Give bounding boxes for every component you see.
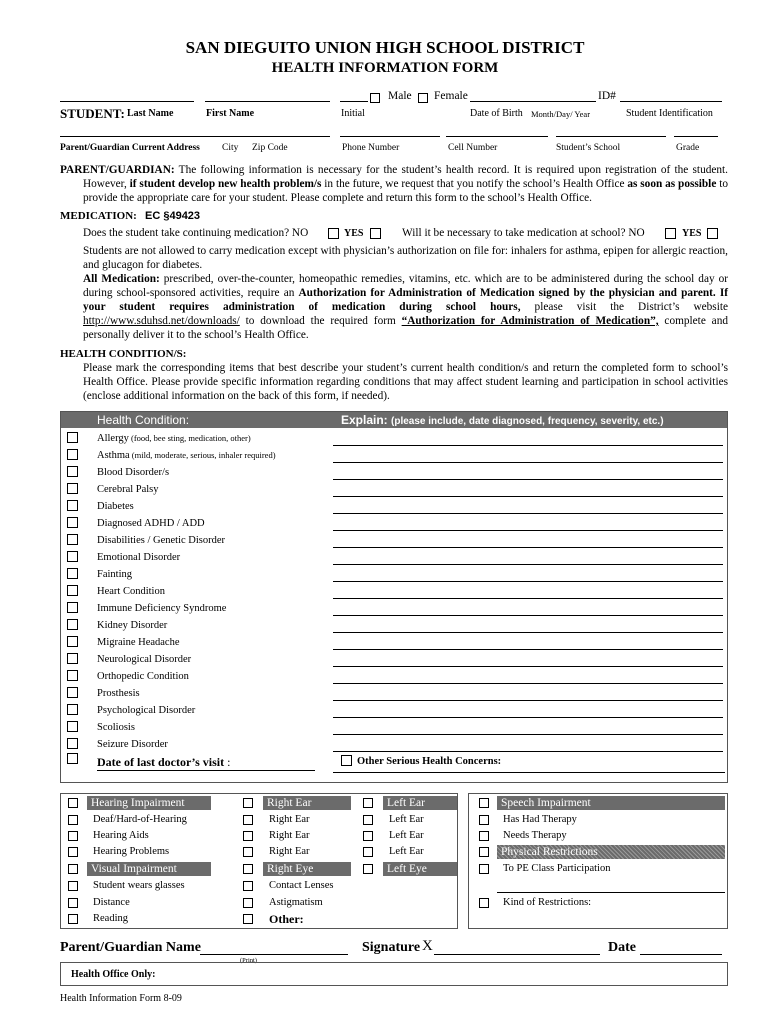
- condition-label: Scoliosis: [97, 722, 135, 733]
- condition-checkbox[interactable]: [67, 466, 78, 477]
- needs-therapy-checkbox[interactable]: [479, 831, 489, 841]
- condition-label: Asthma (mild, moderate, serious, inhaler required): [97, 450, 276, 461]
- right-ear-checkbox-2[interactable]: [243, 815, 253, 825]
- right-ear-label-3: Right Ear: [269, 830, 310, 841]
- condition-checkbox[interactable]: [67, 500, 78, 511]
- student-label: STUDENT:: [60, 106, 125, 121]
- pe-class-label: To PE Class Participation: [503, 863, 611, 874]
- condition-checkbox[interactable]: [67, 551, 78, 562]
- downloads-link[interactable]: http://www.sduhsd.net/downloads/: [83, 315, 240, 327]
- med-question-2: Will it be necessary to take medication at school? NO: [402, 227, 645, 239]
- condition-label: Psychological Disorder: [97, 705, 196, 716]
- condition-checkbox[interactable]: [67, 738, 78, 749]
- med-q1-no-checkbox[interactable]: [328, 224, 339, 242]
- date-label: Date: [608, 940, 636, 955]
- other-concerns-label: Other Serious Health Concerns:: [357, 756, 502, 767]
- had-therapy-label: Has Had Therapy: [503, 814, 577, 825]
- condition-label: Emotional Disorder: [97, 552, 181, 563]
- explain-line[interactable]: [333, 717, 723, 718]
- dob-label: Date of Birth: [470, 108, 523, 119]
- signature-field[interactable]: [434, 954, 600, 955]
- astigmatism-checkbox[interactable]: [243, 898, 253, 908]
- explain-line[interactable]: [333, 649, 723, 650]
- signature-label: Signature: [362, 940, 421, 955]
- male-checkbox[interactable]: [370, 89, 380, 107]
- health-conditions-label: HEALTH CONDITION/S:: [60, 348, 187, 360]
- dob-field[interactable]: [470, 101, 596, 102]
- parent-name-label: Parent/Guardian Name: [60, 940, 201, 955]
- form-subtitle: HEALTH INFORMATION FORM: [271, 60, 499, 76]
- condition-label: Seizure Disorder: [97, 739, 168, 750]
- visual-impairment-checkbox[interactable]: [68, 864, 78, 874]
- left-ear-checkbox-1[interactable]: [363, 798, 373, 808]
- condition-label: Prosthesis: [97, 688, 140, 699]
- explain-line[interactable]: [333, 581, 723, 582]
- explain-line[interactable]: [333, 632, 723, 633]
- reading-label: Reading: [93, 913, 128, 924]
- kind-restrictions-checkbox[interactable]: [479, 898, 489, 908]
- form-footer: Health Information Form 8-09: [60, 993, 182, 1004]
- condition-checkbox[interactable]: [67, 534, 78, 545]
- authorization-form-link[interactable]: “Authorization for Administration of Medication”,: [401, 315, 659, 327]
- glasses-label: Student wears glasses: [93, 880, 185, 891]
- explain-line[interactable]: [333, 598, 723, 599]
- distance-label: Distance: [93, 897, 130, 908]
- other-concerns-checkbox[interactable]: [341, 755, 352, 766]
- left-ear-label-2: Left Ear: [389, 814, 424, 825]
- med-q1-yes-checkbox[interactable]: [370, 224, 381, 242]
- zip-label: Zip Code: [252, 143, 288, 153]
- city-label: City: [222, 143, 239, 153]
- hearing-impairment-checkbox[interactable]: [68, 798, 78, 808]
- pe-class-line[interactable]: [497, 892, 725, 893]
- explain-line[interactable]: [333, 479, 723, 480]
- left-eye-checkbox[interactable]: [363, 864, 373, 874]
- explain-line[interactable]: [333, 530, 723, 531]
- deaf-label: Deaf/Hard-of-Hearing: [93, 814, 187, 825]
- explain-column-header: Explain: (please include, date diagnosed, frequency, severity, etc.): [341, 413, 664, 427]
- first-name-field[interactable]: [205, 101, 330, 102]
- right-ear-header: Right Ear: [263, 796, 351, 810]
- all-medication-paragraph: All Medication: prescribed, over-the-counter, homeopathic remedies, vitamins, etc. which are to be administered during the school day or during school-sponsored activities, require an Authorization for Administration of Medication signed by the physician and parent. If your student requires administration of medication during school hours, please visit the District’s website http://www.sduhsd.net/downloads/ to download the required form “Authorization for Administration of Medication”, complete and personally deliver it to the school’s Health Office.: [83, 273, 728, 341]
- left-ear-label-3: Left Ear: [389, 830, 424, 841]
- right-ear-checkbox-4[interactable]: [243, 847, 253, 857]
- health-condition-column-header: Health Condition:: [97, 413, 190, 427]
- hearing-problems-checkbox[interactable]: [68, 847, 78, 857]
- physical-restrictions-header: Physical Restrictions: [497, 845, 725, 859]
- right-eye-checkbox[interactable]: [243, 864, 253, 874]
- explain-line[interactable]: [333, 462, 723, 463]
- condition-checkbox[interactable]: [67, 721, 78, 732]
- condition-label: Neurological Disorder: [97, 654, 192, 665]
- male-label: Male: [388, 90, 412, 102]
- med-q2-yes-checkbox[interactable]: [707, 224, 718, 242]
- address-field[interactable]: [60, 136, 330, 137]
- condition-label: Diagnosed ADHD / ADD: [97, 518, 205, 529]
- cell-field[interactable]: [446, 136, 548, 137]
- speech-impairment-header: Speech Impairment: [497, 796, 725, 810]
- other-vision-label: Other:: [269, 912, 304, 926]
- other-concerns-line[interactable]: [333, 772, 725, 773]
- condition-checkbox[interactable]: [67, 653, 78, 664]
- right-ear-checkbox-1[interactable]: [243, 798, 253, 808]
- health-office-box: [60, 962, 728, 986]
- astigmatism-label: Astigmatism: [269, 897, 323, 908]
- condition-checkbox[interactable]: [67, 483, 78, 494]
- condition-checkbox[interactable]: [67, 704, 78, 715]
- date-field[interactable]: [640, 954, 722, 955]
- condition-label: Blood Disorder/s: [97, 467, 170, 478]
- condition-label: Kidney Disorder: [97, 620, 168, 631]
- last-visit-field[interactable]: Date of last doctor’s visit :: [97, 755, 315, 771]
- condition-label: Cerebral Palsy: [97, 484, 159, 495]
- explain-line[interactable]: [333, 734, 723, 735]
- condition-checkbox[interactable]: [67, 449, 78, 460]
- med-question-1: Does the student take continuing medication? NO: [83, 227, 309, 239]
- physical-restrictions-checkbox[interactable]: [479, 847, 489, 857]
- cell-label: Cell Number: [448, 143, 498, 153]
- condition-label: Heart Condition: [97, 586, 165, 597]
- explain-line[interactable]: [333, 700, 723, 701]
- print-note: (Print): [240, 957, 257, 964]
- needs-therapy-label: Needs Therapy: [503, 830, 567, 841]
- condition-label: Orthopedic Condition: [97, 671, 189, 682]
- contact-lenses-checkbox[interactable]: [243, 881, 253, 891]
- condition-checkbox[interactable]: [67, 432, 78, 443]
- condition-label: Allergy (food, bee sting, medication, other): [97, 433, 251, 444]
- last-name-field[interactable]: [60, 101, 194, 102]
- hearing-problems-label: Hearing Problems: [93, 846, 170, 857]
- contact-lenses-label: Contact Lenses: [269, 880, 334, 891]
- female-label: Female: [434, 90, 468, 102]
- condition-checkbox[interactable]: [67, 517, 78, 528]
- left-ear-header: Left Ear: [383, 796, 457, 810]
- left-ear-checkbox-3[interactable]: [363, 831, 373, 841]
- condition-label: Migraine Headache: [97, 637, 180, 648]
- speech-physical-box: [468, 793, 728, 929]
- hearing-aids-checkbox[interactable]: [68, 831, 78, 841]
- first-name-label: First Name: [206, 108, 255, 119]
- condition-label: Fainting: [97, 569, 133, 580]
- signature-x: X: [422, 938, 433, 954]
- condition-label: Immune Deficiency Syndrome: [97, 603, 227, 614]
- condition-checkbox[interactable]: [67, 602, 78, 613]
- med-q2-yes-label: YES: [682, 228, 702, 239]
- health-table-header: [61, 412, 727, 428]
- ec-code: EC §49423: [145, 210, 201, 222]
- left-ear-label-4: Left Ear: [389, 846, 424, 857]
- speech-impairment-checkbox[interactable]: [479, 798, 489, 808]
- hearing-aids-label: Hearing Aids: [93, 830, 149, 841]
- last-name-label: Last Name: [127, 108, 174, 119]
- phone-label: Phone Number: [342, 143, 400, 153]
- condition-checkbox[interactable]: [67, 670, 78, 681]
- med-q1-yes-label: YES: [344, 228, 364, 239]
- last-visit-checkbox[interactable]: [67, 753, 78, 764]
- hearing-vision-box: [60, 793, 458, 929]
- explain-line[interactable]: [333, 496, 723, 497]
- page-title: SAN DIEGUITO UNION HIGH SCHOOL DISTRICT: [185, 38, 585, 57]
- health-condition-table: [60, 411, 728, 783]
- right-ear-label-2: Right Ear: [269, 814, 310, 825]
- student-id-field[interactable]: [620, 101, 722, 102]
- phone-field[interactable]: [340, 136, 440, 137]
- left-eye-header: Left Eye: [383, 862, 457, 876]
- explain-line[interactable]: [333, 751, 723, 752]
- reading-checkbox[interactable]: [68, 914, 78, 924]
- student-id-label: Student Identification: [626, 108, 713, 119]
- left-ear-checkbox-4[interactable]: [363, 847, 373, 857]
- had-therapy-checkbox[interactable]: [479, 815, 489, 825]
- explain-line[interactable]: [333, 547, 723, 548]
- dob-format-label: Month/Day/ Year: [531, 109, 591, 119]
- initial-label: Initial: [341, 108, 365, 119]
- school-field[interactable]: [556, 136, 666, 137]
- left-ear-checkbox-2[interactable]: [363, 815, 373, 825]
- carry-medication-note: Students are not allowed to carry medication except with physician’s authorization on file for: inhalers for asthma, epipen for allergic reaction, and glucagon for diabetes.: [83, 245, 728, 271]
- right-ear-label-4: Right Ear: [269, 846, 310, 857]
- condition-checkbox[interactable]: [67, 568, 78, 579]
- parent-name-field[interactable]: [200, 954, 348, 955]
- hearing-impairment-header: Hearing Impairment: [87, 796, 211, 810]
- condition-checkbox[interactable]: [67, 585, 78, 596]
- explain-line[interactable]: [333, 445, 723, 446]
- distance-checkbox[interactable]: [68, 898, 78, 908]
- explain-line[interactable]: [333, 666, 723, 667]
- kind-restrictions-label: Kind of Restrictions:: [503, 897, 592, 908]
- condition-label: Disabilities / Genetic Disorder: [97, 535, 226, 546]
- explain-line[interactable]: [333, 513, 723, 514]
- intro-paragraph: PARENT/GUARDIAN: The following information is necessary for the student’s health record. It is required upon registration of the student. However, if student develop new health problem/s in the future, we request that you notify the school’s Health Office as soon as possible to provide the appropriate care for your student. Please complete and return this form to the school’s Health Office.: [60, 164, 728, 204]
- condition-checkbox[interactable]: [67, 619, 78, 630]
- health-conditions-instructions: Please mark the corresponding items that best describe your student’s current health condition/s and return the completed form to school’s Health Office. Please provide specific information regarding conditions that may affect student learning and participation in school activities (enclose additional information on the back of this form, if needed).: [83, 362, 728, 402]
- med-q2-no-checkbox[interactable]: [665, 224, 676, 242]
- grade-label: Grade: [676, 143, 700, 153]
- condition-label: Diabetes: [97, 501, 134, 512]
- school-label: Student’s School: [556, 143, 621, 153]
- explain-line[interactable]: [333, 683, 723, 684]
- visual-impairment-header: Visual Impairment: [87, 862, 211, 876]
- initial-field[interactable]: [340, 101, 368, 102]
- female-checkbox[interactable]: [418, 89, 428, 107]
- condition-checkbox[interactable]: [67, 687, 78, 698]
- id-label: ID#: [598, 90, 616, 102]
- right-eye-header: Right Eye: [263, 862, 351, 876]
- address-label: Parent/Guardian Current Address: [60, 143, 200, 153]
- explain-line[interactable]: [333, 564, 723, 565]
- health-office-label: Health Office Only:: [71, 969, 156, 980]
- deaf-checkbox[interactable]: [68, 815, 78, 825]
- grade-field[interactable]: [674, 136, 718, 137]
- pe-class-checkbox[interactable]: [479, 864, 489, 874]
- other-vision-checkbox[interactable]: [243, 914, 253, 924]
- explain-line[interactable]: [333, 615, 723, 616]
- condition-checkbox[interactable]: [67, 636, 78, 647]
- glasses-checkbox[interactable]: [68, 881, 78, 891]
- right-ear-checkbox-3[interactable]: [243, 831, 253, 841]
- parent-guardian-label: PARENT/GUARDIAN:: [60, 164, 175, 176]
- medication-label: MEDICATION:: [60, 210, 137, 222]
